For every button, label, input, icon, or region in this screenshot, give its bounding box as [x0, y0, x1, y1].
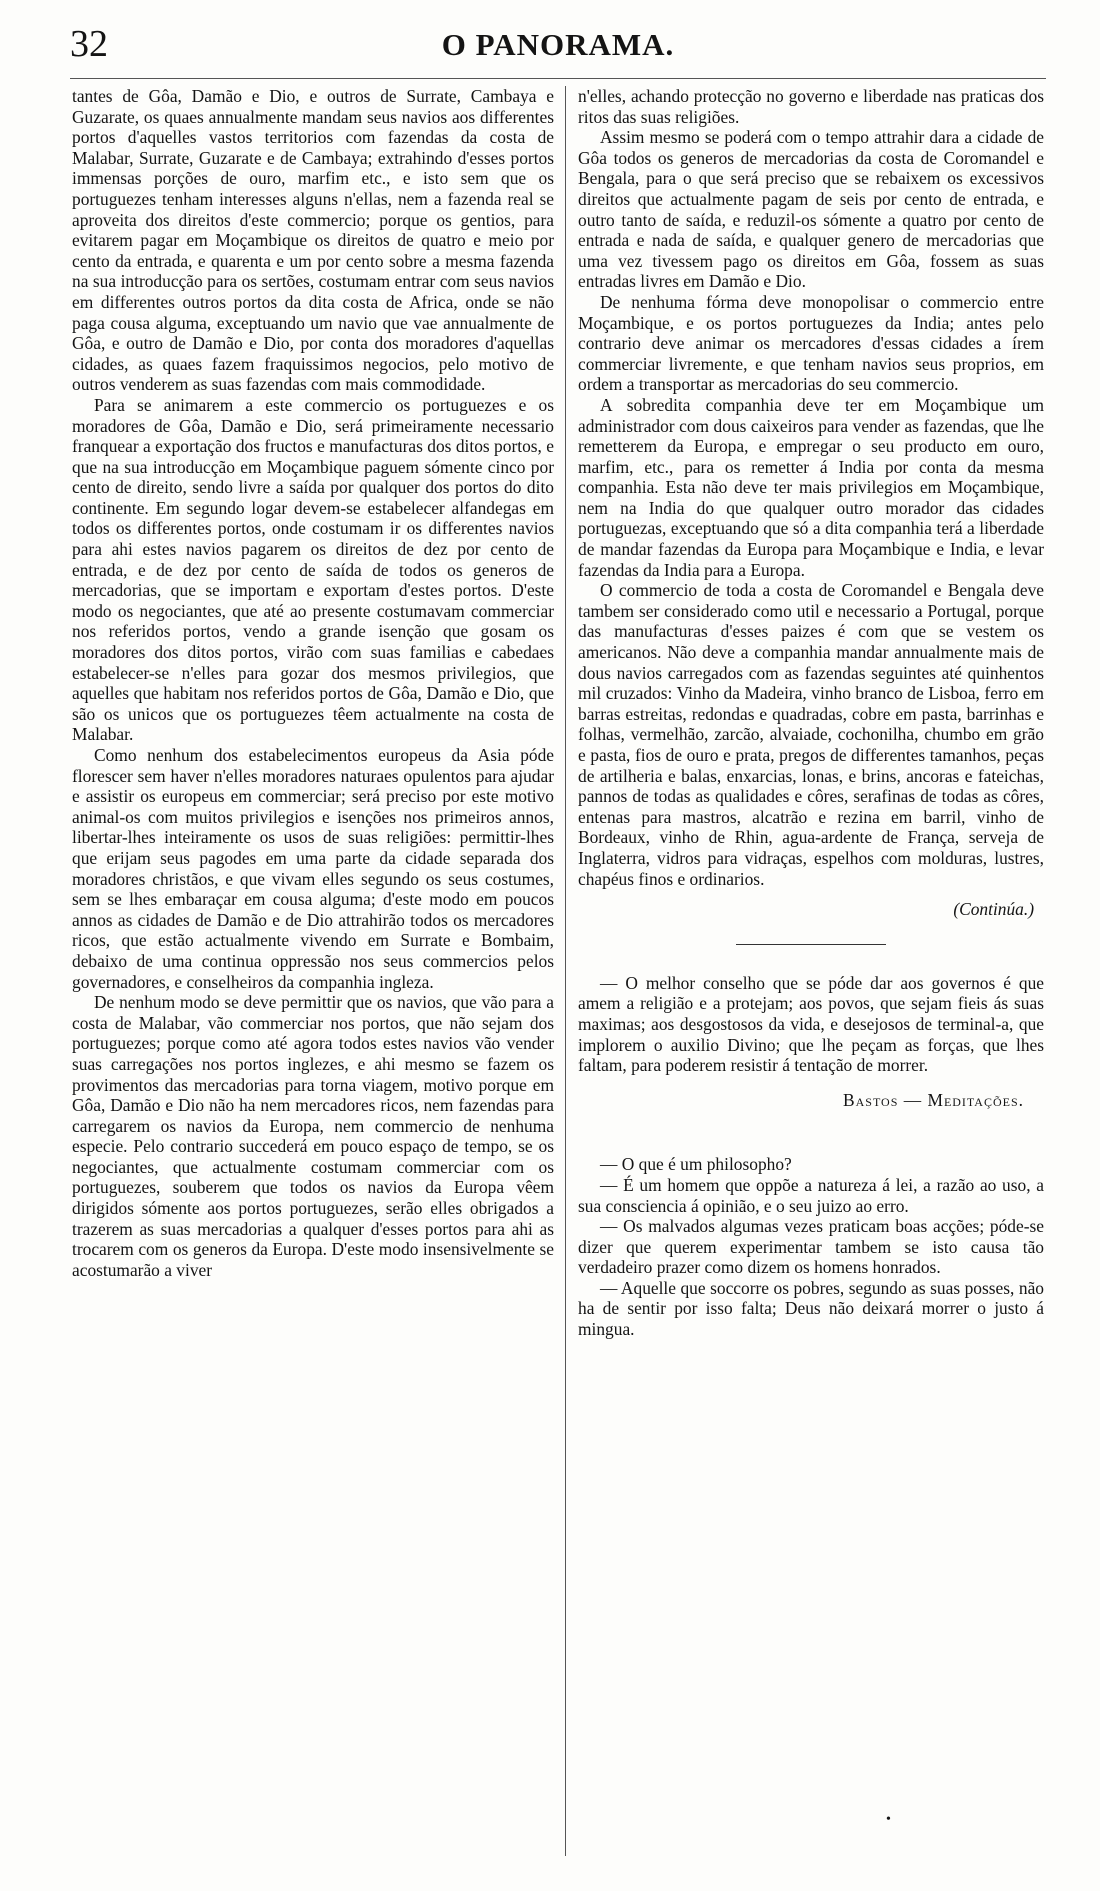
section-rule — [736, 944, 886, 945]
maxim-paragraph: — O que é um philosopho? — [600, 1154, 792, 1175]
article-paragraph: Para se animarem a este commercio os portuguezes e os moradores de Gôa, Damão e Dio, será primeiramente necessario franquear a exportação dos fructos e manufacturas dos ditos portos, e que na sua introducção em Moçambique paguem sómente cinco por cento de direito, sendo livre a saída por qualquer dos portos do dito continente. Em segundo logar devem-se estabelecer alfandegas em todos os differentes portos, onde costumam ir os differentes navios para ahi estes navios pagarem os direitos de dez por cento de entrada, e de dez por cento de saída de todos os generos de mercadorias, que se importam e exportam d'estes portos. D'este modo os negociantes, que até ao presente costumavam commerciar nos referidos portos, vendo a grande isenção que gosam os moradores dos ditos portos, virão com suas familias e cabedaes estabelecer-se n'elles para gozar dos mesmos privilegios, que aquelles que habitam nos referidos portos de Gôa, Damão e Dio, que são os unicos que os portuguezes têem actualmente na costa de Malabar. — [72, 394, 554, 745]
article-paragraph: De nenhuma fórma deve monopolisar o commercio entre Moçambique, e os portos portuguezes da India; antes pelo contrario deve animar os mercadores d'essas cidades a írem commerciar livremente, e que tenham navios seus proprios, em ordem a transportar as mercadorias do seu commercio. — [578, 291, 1044, 395]
article-paragraph: O commercio de toda a costa de Coromandel e Bengala deve tambem ser considerado como util e necessario a Portugal, porque das manufacturas d'esses paizes é com que se vestem os americanos. Não deve a companhia mandar annualmente mais de dous navios carregados com as fazendas seguintes até quinhentos mil cruzados: Vinho da Madeira, vinho branco de Lisboa, ferro em barras estreitas, redondas e quadradas, cobre em pasta, barrinhas e folhas, vermelhão, zarcão, alvaiade, cochonilha, chumbo em grão e pasta, fios de ouro e prata, pregos de differentes tamanhos, peças de artilheria e balas, enxarcias, lonas, e brins, ancoras e fateichas, pannos de todas as qualidades e côres, serafinas de todas as côres, entenas para mastros, alcatrão e rezina em barril, vinho de Bordeaux, vinho de Rhin, agua-ardente de França, serveja de Inglaterra, vidros para vidraças, espelhos com molduras, lustres, chapéus finos e ordinarios. — [578, 580, 1044, 889]
quote-paragraph: — O melhor conselho que se póde dar aos governos é que amem a religião e a protejam; aos povos, que sejam fieis ás suas maximas; aos desgostosos da vida, e desejosos de terminal-a, que implorem o auxilio Divino; que lhe peçam as forças, que lhes faltam, para poderem resistir á tentação de morrer. — [578, 972, 1044, 1076]
ink-dot: • — [886, 1812, 891, 1827]
left-column — [72, 86, 554, 1856]
quote-attribution: Bastos — Meditações. — [843, 1089, 1024, 1110]
continued-note: (Continúa.) — [953, 899, 1034, 920]
maxims-section — [578, 1154, 1044, 1339]
page-number: 32 — [70, 23, 108, 65]
article-paragraph: Como nenhum dos estabelecimentos europeus da Asia póde florescer sem haver n'elles moradores naturaes opulentos para ajudar e assistir os europeus em commerciar; será preciso por este motivo animal-os com muitos privilegios e isenções nos primeiros annos, libertar-lhes inteiramente os usos de suas religiões: permittir-lhes que erijam seus pagodes em uma parte da cidade separada dos moradores christãos, e que vivam elles segundo os seus costumes, sem se lhes embaraçar em cousa alguma; d'este modo em poucos annos as cidades de Damão e de Dio attrahirão todos os mercadores ricos, que estão actualmente vivendo em Surrate e Bombaim, debaixo de uma continua oppressão nos seus commercios pelos governadores, e conselheiros da companhia ingleza. — [72, 745, 554, 992]
masthead-title: O PANORAMA. — [441, 27, 675, 62]
article-paragraph: De nenhum modo se deve permittir que os navios, que vão para a costa de Malabar, vão commerciar nos portos, que não sejam dos portuguezes; porque como até agora todos estes navios vão vender suas carregações nos portos inglezes, e ahi mesmo se fazem os provimentos das mercadorias para torna viagem, motivo porque em Gôa, Damão e Dio não ha nem mercadores ricos, nem fazendas para carregarem os navios da Europa, nem commercio de nenhuma especie. Pelo contrario succederá em pouco espaço de tempo, se os negociantes, que actualmente costumam commerciar com os portuguezes, souberem que todos os navios da Europa vêem dirigidos sómente aos portos portuguezes, serão elles obrigados a trazerem as suas mercadorias a qualquer d'esses portos para ahi as trocarem com os generos da Europa. D'este modo insensivelmente se acostumarão a viver — [72, 992, 554, 1280]
right-column — [578, 86, 1044, 1856]
header-rule — [70, 78, 1046, 79]
article-paragraph: A sobredita companhia deve ter em Moçambique um administrador com dous caixeiros para vender as fazendas, que lhe remetterem da Europa, e empregar o seu producto em ouro, marfim, etc., para os remetter á India por conta da mesma companhia. Esta não deve ter mais privilegios em Moçambique, nem na India do que qualquer outro morador das cidades portuguezas, exceptuando que só a dita companhia terá a liberdade de mandar fazendas da Europa para Moçambique e India, e levar fazendas da India para a Europa. — [578, 394, 1044, 580]
maxim-paragraph: — É um homem que oppõe a natureza á lei, a razão ao uso, a sua consciencia á opinião, e o seu juizo ao erro. — [578, 1174, 1044, 1216]
page-header — [70, 24, 1046, 64]
article-paragraph: Assim mesmo se poderá com o tempo attrahir dara a cidade de Gôa todos os generos de mercadorias da costa de Coromandel e Bengala, para o que será preciso que se rebaixem os excessivos direitos que actualmente pagam de seis por cento de entrada, e outro tanto de saída, e reduzil-os sómente a quatro por cento de entrada e nada de saída, e qualquer genero de mercadorias que uma vez tivessem pago os direitos em Gôa, fossem as suas entradas livres em Damão e Dio. — [578, 127, 1044, 292]
article-paragraph: n'elles, achando protecção no governo e liberdade nas praticas dos ritos das suas religiões. — [578, 86, 1044, 127]
article-paragraph: tantes de Gôa, Damão e Dio, e outros de Surrate, Cambaya e Guzarate, os quaes annualmente mandam seus navios aos differentes portos d'aquelles vastos territorios com fazendas da costa de Malabar, Surrate, Guzarate e de Cambaya; extrahindo d'esses portos immensas porções de ouro, marfim etc., e isto sem que os portuguezes tenham interesses alguns n'ellas, nem a fazenda real se aproveita dos direitos d'este commercio; porque os gentios, para evitarem pagar em Moçambique os direitos de quatro e meio por cento da entrada, e quarenta e um por cento sobre a mesma fazenda na sua introducção para os sertões, costumam entrar com seus navios em differentes outros portos da dita costa de Africa, onde se não paga cousa alguma, exceptuando um navio que vae annualmente de Gôa, e outro de Damão e Dio, por conta dos moradores d'aquellas cidades, as quaes fazem fraquissimos negocios, pelo motivo de outros venderem as suas fazendas com mais commodidade. — [72, 86, 554, 395]
column-divider — [565, 86, 566, 1856]
maxim-paragraph: — Os malvados algumas vezes praticam boas acções; póde-se dizer que querem experimentar tambem se isto causa tão verdadeiro prazer como dizem os homens honrados. — [578, 1216, 1044, 1278]
maxim-paragraph: — Aquelle que soccorre os pobres, segundo as suas posses, não ha de sentir por isso falta; Deus não deixará morrer o justo á mingua. — [578, 1277, 1044, 1340]
